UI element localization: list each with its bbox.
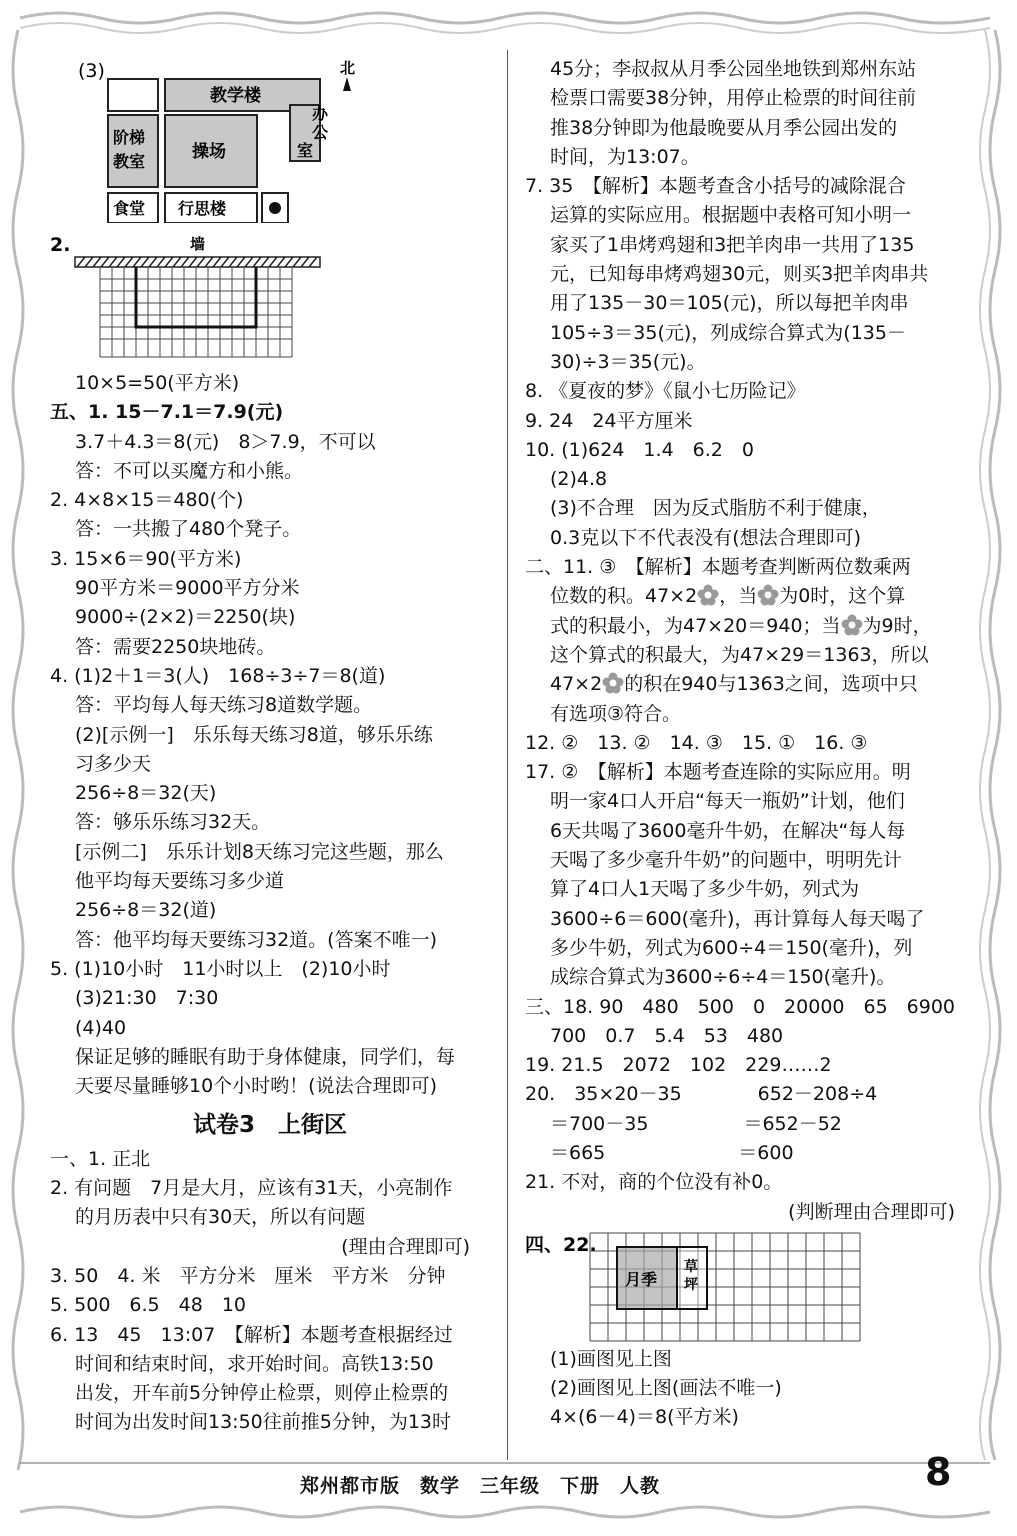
dot-marker-icon	[269, 202, 281, 214]
q2-answer: 10×5=50(平方米)	[75, 372, 240, 394]
text-span: 式的积最小，为47×20＝940；当	[550, 614, 841, 637]
flower-icon	[757, 584, 779, 606]
text-line: 90平方米＝9000平方分米	[75, 577, 300, 600]
stair-classroom-line2: 教室	[113, 152, 146, 171]
text-line: 2. 有问题 7月是大月，应该有31天，小亮制作	[50, 1177, 453, 1200]
caoping-char-2: 坪	[684, 1276, 698, 1293]
text-line: (3)不合理 因为反式脂肪不利于健康，	[550, 497, 881, 520]
text-line: 保证足够的睡眠有助于身体健康，同学们，每	[75, 1045, 456, 1068]
text-span: ，当	[719, 585, 758, 608]
flower-line-2	[525, 612, 975, 641]
building-playground: 操场	[192, 142, 226, 162]
q2-label: 2.	[50, 234, 71, 256]
text-line: 用了135－30＝105(元)，所以每把羊肉串	[550, 292, 909, 315]
text-line: 这个算式的积最大，为47×29＝1363，所以	[550, 643, 929, 666]
text-line: 7. 35 【解析】本题考查含小括号的减除混合	[525, 175, 906, 198]
text-line: (理由合理即可)	[341, 1235, 470, 1258]
text-line: ＝665 ＝600	[550, 1141, 794, 1164]
yueji-label: 月季	[625, 1269, 658, 1289]
text-line: (3)21:30 7:30	[75, 987, 219, 1010]
text-line: 105÷3＝35(元)，列成综合算式为(135－	[550, 321, 906, 344]
left-column	[50, 55, 490, 1438]
text-line: 答：平均每人每天练习8道数学题。	[75, 694, 373, 717]
footer-text: 郑州都市版 数学 三年级 下册 人教	[300, 1475, 661, 1497]
text-line: ＝700－35 ＝652－52	[550, 1112, 842, 1135]
text-line: 2. 4×8×15＝480(个)	[50, 489, 244, 512]
q22-label: 四、22.	[525, 1233, 597, 1256]
text-line: 他平均每天要练习多少道	[75, 870, 285, 893]
text-line: 256÷8＝32(天)	[75, 782, 217, 805]
text-line: 21. 不对，商的个位没有补0。	[525, 1171, 783, 1194]
text-line: 5. 500 6.5 48 10	[50, 1294, 247, 1317]
map-label: (3)	[78, 60, 105, 82]
text-line: 天要尽量睡够10个小时哟！(说法合理即可)	[75, 1075, 438, 1098]
text-line: 3.7＋4.3＝8(元) 8＞7.9，不可以	[75, 430, 376, 453]
building-canteen: 食堂	[113, 199, 146, 218]
garden-grid-figure	[525, 1227, 965, 1345]
office-char-2: 公	[312, 123, 329, 142]
text-line: 30)÷3＝35(元)。	[550, 350, 706, 373]
office-char-1: 办	[312, 104, 329, 123]
text-line: 3. 50 4. 米 平方分米 厘米 平方米 分钟	[50, 1264, 446, 1287]
text-line: 700 0.7 5.4 53 480	[550, 1024, 784, 1047]
text-line: 时间和结束时间，求开始时间。高铁13:50	[75, 1352, 434, 1375]
text-line: 一、1. 正北	[50, 1147, 151, 1170]
page-footer	[0, 1463, 1017, 1503]
text-line: (2)4.8	[550, 468, 608, 491]
fence-grid-figure	[50, 229, 380, 369]
text-line: 20. 35×20－35 652－208÷4	[525, 1083, 878, 1106]
north-arrow-icon	[343, 77, 351, 91]
text-line: 元，已知每串烤鸡翅30元，则买3把羊肉串共	[550, 263, 929, 286]
text-line: 成综合算式为3600÷6÷4＝150(毫升)。	[550, 966, 896, 989]
office-char-3: 室	[297, 141, 314, 160]
building-jiaoxuelou: 教学楼	[210, 86, 261, 106]
text-line: 5. (1)10小时 11小时以上 (2)10小时	[50, 957, 391, 980]
flower-icon	[602, 672, 624, 694]
text-line: 6. 13 45 13:07 【解析】本题考查根据经过	[50, 1323, 453, 1346]
text-line: (2)[示例一] 乐乐每天练习8道，够乐乐练	[75, 723, 433, 746]
text-span: 为0时，这个算	[779, 585, 906, 608]
wall-label: 墙	[190, 235, 206, 253]
text-line: 家买了1串烤鸡翅和3把羊肉串一共用了135	[550, 233, 915, 256]
text-line: 明一家4口人开启“每天一瓶奶”计划，他们	[550, 790, 905, 813]
flower-line-3	[525, 670, 975, 699]
caoping-char-1: 草	[684, 1258, 698, 1275]
text-line: (判断理由合理即可)	[788, 1200, 955, 1223]
column-divider	[507, 50, 508, 1460]
text-line: 3600÷6＝600(毫升)，再计算每人每天喝了	[550, 907, 925, 930]
text-line: (1)画图见上图	[550, 1347, 672, 1370]
text-line: 3. 15×6＝90(平方米)	[50, 547, 242, 570]
north-label: 北	[340, 59, 356, 77]
section-title: 试卷3 上街区	[192, 1112, 347, 1139]
text-line: 出发，开车前5分钟停止检票，则停止检票的	[75, 1382, 449, 1405]
text-line: 4. (1)2＋1＝3(人) 168÷3÷7＝8(道)	[50, 664, 386, 687]
text-line: 4×(6－4)＝8(平方米)	[550, 1406, 739, 1429]
text-line: 三、18. 90 480 500 0 20000 65 6900	[525, 995, 956, 1018]
line-5-1: 五、1. 15－7.1＝7.9(元)	[50, 401, 284, 424]
text-line: 的月历表中只有30天，所以有问题	[75, 1206, 366, 1229]
text-line: 天喝了多少毫升牛奶”的问题中，明明先计	[550, 849, 902, 872]
text-line: 算了4口人1天喝了多少牛奶，列式为	[550, 878, 860, 901]
text-line: 9. 24 24平方厘米	[525, 409, 693, 432]
text-line: 10. (1)624 1.4 6.2 0	[525, 438, 754, 461]
text-line: 有选项③符合。	[550, 702, 682, 725]
text-line: 检票口需要38分钟，用停止检票的时间往前	[550, 87, 917, 110]
text-line: 答：一共搬了480个凳子。	[75, 518, 302, 541]
text-line: 运算的实际应用。根据题中表格可知小明一	[550, 204, 912, 227]
flower-line-1	[525, 582, 975, 611]
text-line: 19. 21.5 2072 102 229……2	[525, 1054, 832, 1077]
text-line: 习多少天	[75, 752, 152, 775]
campus-map-figure	[50, 55, 380, 223]
text-line: 256÷8＝32(道)	[75, 899, 217, 922]
flower-icon	[697, 584, 719, 606]
text-line: 时间为出发时间13:50往前推5分钟，为13时	[75, 1411, 452, 1434]
text-line: 时间，为13:07。	[550, 145, 700, 168]
text-line: 答：够乐乐练习32天。	[75, 811, 271, 834]
text-span: 47×2	[550, 673, 603, 696]
text-line: 12. ② 13. ② 14. ③ 15. ① 16. ③	[525, 731, 868, 754]
text-line: (2)画图见上图(画法不唯一)	[550, 1377, 782, 1400]
text-line: 17. ② 【解析】本题考查连除的实际应用。明	[525, 761, 911, 784]
text-line: 9000÷(2×2)＝2250(块)	[75, 606, 296, 629]
building-xingsilou: 行思楼	[178, 199, 227, 218]
right-column	[525, 55, 975, 1433]
page-number: 8	[925, 1450, 952, 1494]
text-line: 答：他平均每天要练习32道。(答案不唯一)	[75, 928, 438, 951]
text-line: 答：不可以买魔方和小熊。	[75, 459, 304, 482]
text-span: 位数的积。47×2	[550, 585, 698, 608]
text-line: 二、11. ③ 【解析】本题考查判断两位数乘两	[525, 556, 911, 579]
text-line: 多少牛奶，列式为600÷4＝150(毫升)，列	[550, 936, 913, 959]
text-line: 推38分钟即为他最晚要从月季公园出发的	[550, 116, 898, 139]
flower-icon	[841, 614, 863, 636]
text-line: 0.3克以下不代表没有(想法合理即可)	[550, 526, 862, 549]
text-span: 为9时，	[862, 614, 932, 637]
text-span: 的积在940与1363之间，选项中只	[624, 673, 918, 696]
text-line: [示例二] 乐乐计划8天练习完这些题，那么	[75, 840, 444, 863]
text-line: 45分；李叔叔从月季公园坐地铁到郑州东站	[550, 58, 917, 80]
text-line: 8. 《夏夜的梦》《鼠小七历险记》	[525, 380, 806, 403]
stair-classroom-line1: 阶梯	[113, 128, 146, 147]
text-line: 答：需要2250块地砖。	[75, 635, 276, 658]
text-line: 6天共喝了3600毫升牛奶，在解决“每人每	[550, 819, 906, 842]
text-line: (4)40	[75, 1016, 127, 1039]
